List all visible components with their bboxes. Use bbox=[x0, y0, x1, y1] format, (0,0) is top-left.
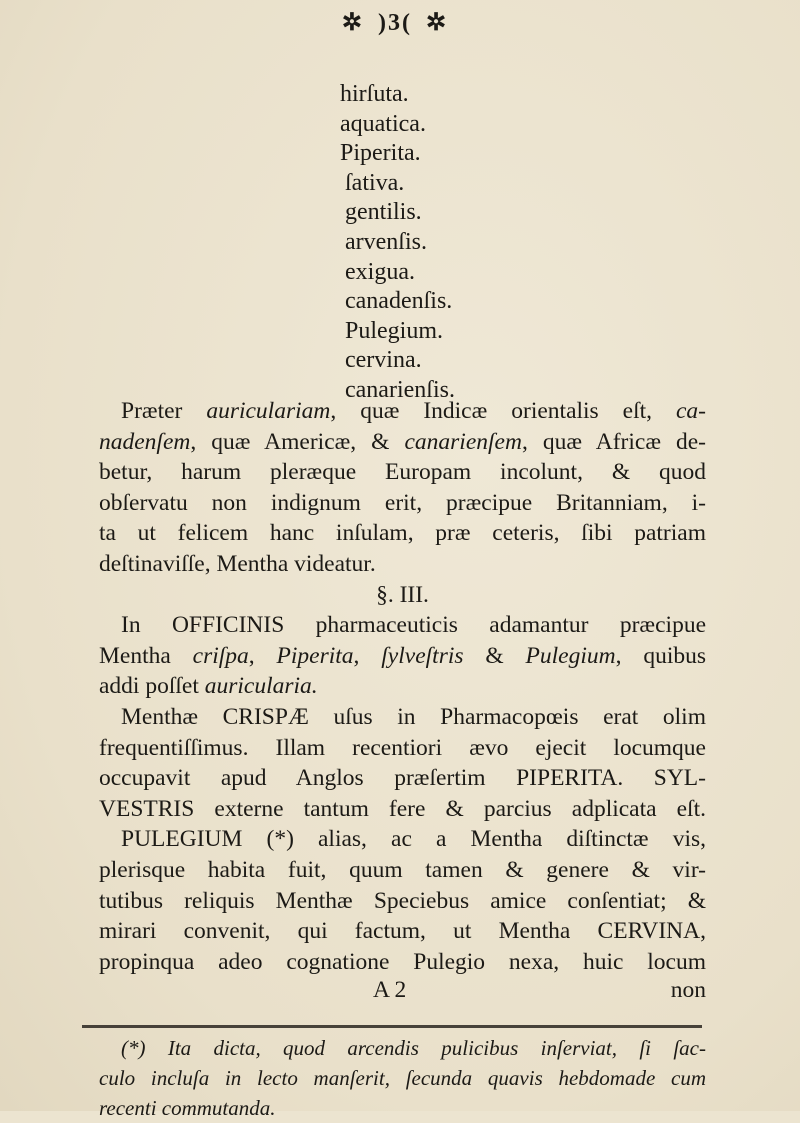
species-item: Pulegium. bbox=[345, 317, 444, 344]
species-item: exigua. bbox=[345, 258, 415, 285]
signature-line bbox=[99, 977, 706, 1009]
text-line bbox=[99, 702, 706, 733]
text-line bbox=[99, 396, 706, 427]
footnote bbox=[99, 1033, 706, 1123]
body-text bbox=[99, 396, 706, 1009]
text-line bbox=[99, 549, 706, 580]
text-line bbox=[99, 427, 706, 458]
text-line bbox=[99, 457, 706, 488]
text-run: In OFFICINIS pharmaceuticis adamantur præcipue bbox=[121, 612, 706, 639]
species-list bbox=[340, 80, 455, 406]
species-item: Piperita. bbox=[340, 140, 421, 167]
italic-text: nadenſem bbox=[99, 428, 191, 455]
text-run: , quæ Americæ, & bbox=[190, 428, 405, 455]
italic-text: canarienſem bbox=[404, 428, 522, 455]
text-run: Mentha bbox=[99, 642, 193, 669]
text-line bbox=[99, 763, 706, 794]
signature-mark: A 2 bbox=[373, 977, 407, 1004]
italic-text: Piperita bbox=[276, 642, 354, 669]
text-line bbox=[99, 580, 706, 611]
footnote-line: culo incluſa in lecto manſerit, ſecunda quavis hebdomade cum bbox=[99, 1066, 706, 1090]
species-item: hirſuta. bbox=[340, 81, 409, 107]
text-run: VESTRIS externe tantum fere & parcius adplicata eſt. bbox=[99, 795, 706, 822]
text-line bbox=[99, 855, 706, 886]
text-run: occupavit apud Anglos præſertim PIPERITA. SYL- bbox=[99, 765, 706, 792]
text-run: & bbox=[463, 642, 526, 669]
italic-text: ca- bbox=[675, 398, 706, 424]
text-run: plerisque habita fuit, quum tamen & genere & vir- bbox=[99, 856, 706, 883]
text-run: , quibus bbox=[615, 642, 706, 669]
footnote-line: recenti commutanda. bbox=[99, 1096, 276, 1120]
species-item: arvenſis. bbox=[345, 228, 427, 255]
italic-text: auriculariam bbox=[206, 398, 331, 424]
text-line bbox=[99, 733, 706, 764]
species-item: aquatica. bbox=[340, 110, 426, 137]
text-run: propinqua adeo cognatione Pulegio nexa, huic locum bbox=[99, 948, 706, 975]
text-line bbox=[99, 794, 706, 825]
text-run: tutibus reliquis Menthæ Speciebus amice conſentiat; & bbox=[99, 887, 706, 914]
species-item: gentilis. bbox=[345, 199, 422, 226]
text-line bbox=[99, 641, 706, 672]
text-line bbox=[99, 610, 706, 641]
flower-ornament-icon: ✲ bbox=[425, 10, 449, 36]
text-run: addi poſſet bbox=[99, 673, 205, 700]
text-run: deſtinaviſſe, Mentha videatur. bbox=[99, 550, 376, 577]
footnote-rule bbox=[82, 1025, 702, 1028]
text-line bbox=[99, 824, 706, 855]
italic-text: criſpa bbox=[192, 642, 249, 669]
text-line bbox=[99, 488, 706, 519]
text-line bbox=[99, 518, 706, 549]
italic-text: ſylveſtris bbox=[381, 642, 464, 669]
text-run: , quæ Indicæ orientalis eſt, bbox=[330, 398, 676, 424]
text-run: obſervatu non indignum erit, præcipue Britanniam, i- bbox=[99, 489, 706, 516]
page-number: )3( bbox=[378, 10, 412, 36]
page-header bbox=[295, 8, 495, 37]
text-line bbox=[99, 947, 706, 978]
italic-text: Pulegium bbox=[525, 642, 616, 669]
text-run: betur, harum pleræque Europam incolunt, & quod bbox=[99, 459, 706, 486]
text-run: Præter bbox=[121, 398, 207, 424]
text-run: ta ut felicem hanc inſulam, præ ceteris, ſibi patriam bbox=[99, 520, 706, 547]
species-item: cervina. bbox=[345, 347, 422, 374]
species-item: ſativa. bbox=[345, 169, 405, 196]
text-line bbox=[99, 671, 706, 702]
flower-ornament-icon: ✲ bbox=[341, 10, 364, 36]
species-item: canarienſis. bbox=[345, 376, 455, 403]
text-line bbox=[99, 916, 706, 947]
text-run: PULEGIUM (*) alias, ac a Mentha diſtinctæ vis, bbox=[121, 826, 706, 853]
text-run: §. III. bbox=[376, 581, 429, 608]
italic-text: auricularia. bbox=[204, 673, 318, 700]
text-run: Menthæ CRISPÆ uſus in Pharmacopœis erat olim bbox=[121, 703, 706, 730]
text-run: , quæ Africæ de- bbox=[521, 428, 706, 455]
species-item: canadenſis. bbox=[345, 288, 453, 315]
text-run: mirari convenit, qui factum, ut Mentha CERVINA, bbox=[99, 918, 706, 945]
catchword: non bbox=[670, 977, 706, 1004]
footnote-line: (*) Ita dicta, quod arcendis pulicibus inſerviat, ſi ſac- bbox=[121, 1036, 706, 1060]
text-line bbox=[99, 886, 706, 917]
text-run: frequentiſſimus. Illam recentiori ævo ejecit locumque bbox=[99, 734, 706, 761]
text-run: , bbox=[353, 642, 382, 669]
text-run: , bbox=[248, 642, 277, 669]
